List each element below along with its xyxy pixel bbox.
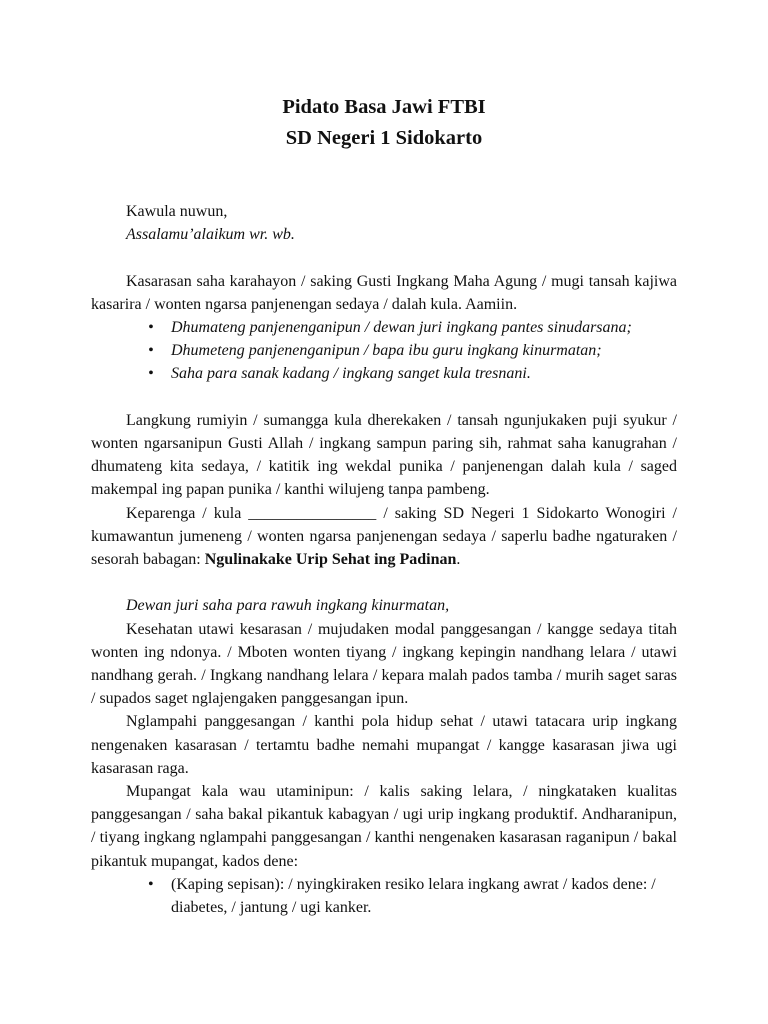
- greetings-list: [91, 316, 677, 386]
- greeting-text: Dhumeteng panjenenganipun / bapa ibu guru ingkang kinurmatan;: [171, 342, 602, 360]
- document-title-line2: SD Negeri 1 Sidokarto: [285, 127, 483, 149]
- paragraph-gap: [91, 571, 677, 594]
- paragraph-1: Kasarasan saha karahayon / saking Gusti Ingkang Maha Agung / mugi tansah kajiwa kasarira / wonten ngarsa panjenengan sedaya / dalah kula. Aamiin.: [91, 272, 677, 313]
- document-title-line1: Pidato Basa Jawi FTBI: [282, 96, 486, 118]
- greeting-text: Dhumateng panjenenganipun / dewan juri ingkang pantes sinudarsana;: [171, 319, 632, 336]
- paragraph-3-end: .: [456, 551, 461, 569]
- opening-greeting: Kawula nuwun,: [126, 203, 228, 220]
- list-item: [148, 362, 677, 385]
- paragraph-3-text: Keparenga / kula ________________ / saking SD Negeri 1 Sidokarto Wonogiri / kumawantun jumeneng / wonten ngarsa panjenengan sedaya / saperlu badhe ngaturaken / sesorah babagan:: [91, 504, 677, 569]
- paragraph-4: Kesehatan utawi kesarasan / mujudaken modal panggesangan / kangge sedaya titah wonten ing ndonya. / Mboten wonten tiyang / ingkang kepingin nandhang lelara / utawi nandhang gerah. / Ingkang nandhang lelara / kepara malah pados tamba / murih saget saras / supados saget nglajengaken panggesangan ipun.: [91, 620, 677, 708]
- opening-salam: Assalamu’alaikum wr. wb.: [126, 226, 295, 244]
- bullet-icon: •: [148, 319, 154, 336]
- salutation-2: Dewan juri saha para rawuh ingkang kinurmatan,: [126, 597, 450, 615]
- list-item: [148, 873, 677, 919]
- document-body: [91, 200, 677, 919]
- list-item: [148, 339, 677, 362]
- paragraph-5: Nglampahi panggesangan / kanthi pola hidup sehat / utawi tatacara urip ingkang nengenaken kasarasan / tertamtu badhe nemahi mupangat / kangge kasarasan jiwa ugi kasarasan raga.: [91, 713, 677, 777]
- list-item: [148, 316, 677, 339]
- bullet-icon: •: [148, 342, 154, 360]
- paragraph-3: [91, 502, 677, 572]
- paragraph-6: Mupangat kala wau utaminipun: / kalis saking lelara, / ningkataken kualitas panggesangan / saha bakal pikantuk kabagyan / ugi urip ingkang produktif. Andharanipun, / tiyang ingkang nglampahi panggesangan / kanthi nengenaken kasarasan raganipun / bakal pikantuk mupangat, kados dene:: [91, 783, 677, 870]
- benefit-text: (Kaping sepisan): / nyingkiraken resiko lelara ingkang awrat / kados dene: / diabetes, / jantung / ugi kanker.: [171, 875, 656, 917]
- paragraph-gap: [91, 386, 677, 409]
- bullet-icon: •: [148, 875, 154, 893]
- paragraph-gap: [91, 246, 677, 269]
- greeting-text: Saha para sanak kadang / ingkang sanget kula tresnani.: [171, 365, 531, 383]
- bullet-icon: •: [148, 365, 154, 383]
- benefits-list: [91, 873, 677, 919]
- speech-topic: Ngulinakake Urip Sehat ing Padinan: [204, 551, 457, 569]
- paragraph-2: Langkung rumiyin / sumangga kula dherekaken / tansah ngunjukaken puji syukur / wonten ngarsanipun Gusti Allah / ingkang sampun paring sih, rahmat saha kanugrahan / dhumateng kita sedaya, / katitik ing wekdal punika / panjenengan dalah kula / saged makempal ing papan punika / kanthi wilujeng tanpa pambeng.: [91, 411, 677, 499]
